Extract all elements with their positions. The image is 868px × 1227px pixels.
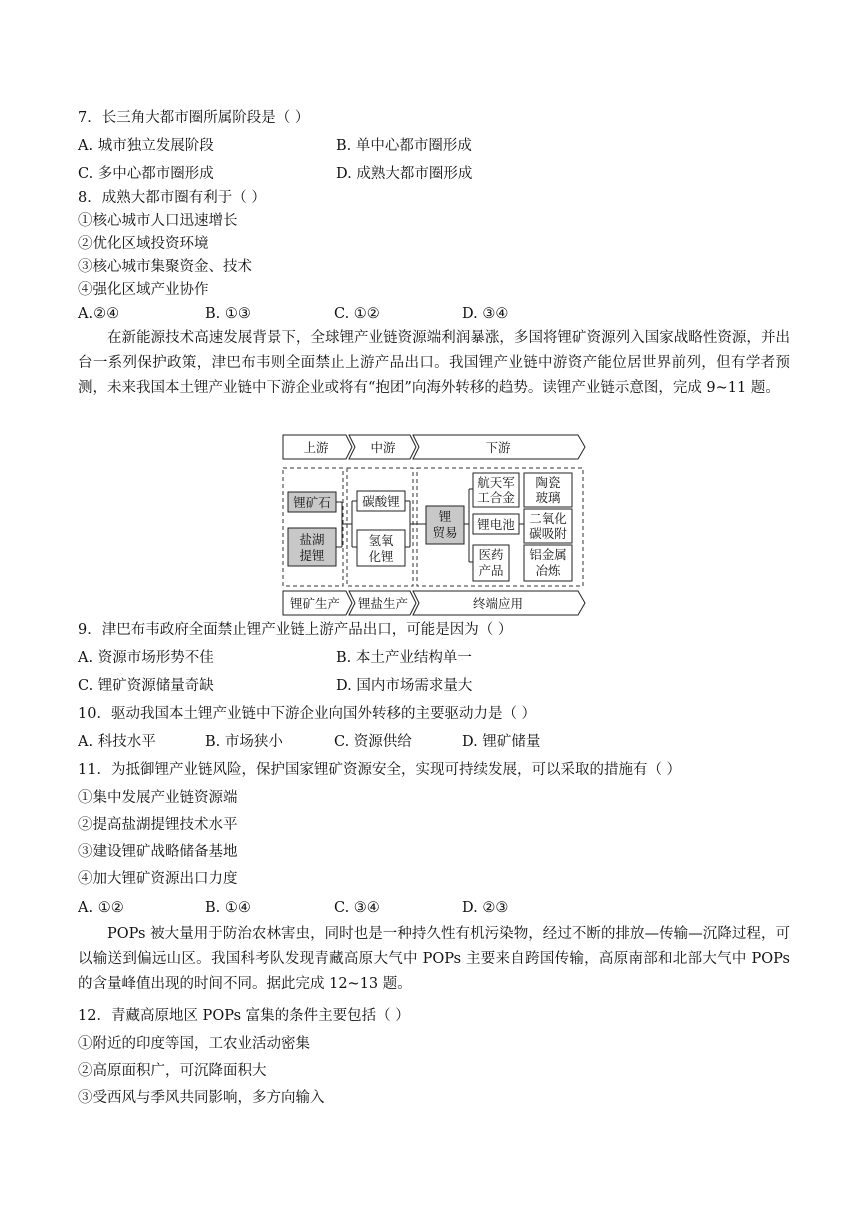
q11-option-d: D. ②③ <box>462 900 509 916</box>
q11-item-4: ④加大锂矿资源出口力度 <box>78 871 238 887</box>
footer-midstream-label: 锂盐生产 <box>357 596 409 611</box>
box-pharma-line1: 医药 <box>478 547 504 562</box>
q11-option-b: B. ①④ <box>205 900 251 916</box>
q10-option-c: C. 资源供给 <box>334 734 412 750</box>
q10-option-d: D. 锂矿储量 <box>462 734 541 750</box>
box-lithium-battery-label: 锂电池 <box>477 517 515 532</box>
q7-option-d: D. 成熟大都市圈形成 <box>336 166 473 182</box>
box-co2-adsorption-line2: 碳吸附 <box>529 526 567 541</box>
q11-item-1: ①集中发展产业链资源端 <box>78 790 238 806</box>
box-lithium-trade-line1: 锂 <box>438 509 452 524</box>
q11-item-3: ③建设锂矿战略储备基地 <box>78 844 238 860</box>
q8-item-1: ①核心城市人口迅速增长 <box>78 213 238 229</box>
q10-option-a: A. 科技水平 <box>78 734 156 750</box>
q8-option-a: A.②④ <box>78 306 120 322</box>
box-lithium-carbonate-label: 碳酸锂 <box>362 494 400 509</box>
q11-option-a: A. ①② <box>78 900 124 916</box>
box-salt-lake-line2: 提锂 <box>299 548 325 563</box>
header-midstream-label: 中游 <box>370 440 396 455</box>
box-aerospace-alloy-line1: 航天军 <box>477 475 515 490</box>
box-aerospace-alloy-line2: 工合金 <box>477 490 515 505</box>
footer-upstream-label: 锂矿生产 <box>289 596 341 611</box>
q8-option-b: B. ①③ <box>205 306 251 322</box>
passage-pops: POPs 被大量用于防治农林害虫，同时也是一种持久性有机污染物，经过不断的排放—传输—沉降过程，可以输送到偏远山区。我国科考队发现青藏高原大气中 POPs 主要来自跨国传输，高原南部和北部大气中 POPs 的含量峰值出现的时间不同。据此完成 12~13 题。 <box>78 926 790 992</box>
q7-option-b: B. 单中心都市圈形成 <box>336 138 472 154</box>
q8-item-2: ②优化区域投资环境 <box>78 236 209 252</box>
q10-option-b: B. 市场狭小 <box>205 734 283 750</box>
q12-item-1: ①附近的印度等国，工农业活动密集 <box>78 1036 310 1052</box>
q8-option-c: C. ①② <box>334 306 380 322</box>
midstream-group <box>347 468 413 586</box>
q8-option-d: D. ③④ <box>462 306 509 322</box>
box-co2-adsorption-line1: 二氧化 <box>529 511 567 526</box>
q9-option-c: C. 锂矿资源储量奇缺 <box>78 678 214 694</box>
q9-option-d: D. 国内市场需求量大 <box>336 678 473 694</box>
box-lithium-ore-label: 锂矿石 <box>293 495 331 510</box>
passage-lithium: 在新能源技术高速发展背景下，全球锂产业链资源端利润暴涨，多国将锂矿资源列入国家战略性资源，并出台一系列保护政策，津巴布韦则全面禁止上游产品出口。我国锂产业链中游资产能位居世界前列，但有学者预测，未来我国本土锂产业链中下游企业或将有“抱团”向海外转移的趋势。读锂产业链示意图，完成 9~11 题。 <box>78 330 790 396</box>
q8-item-3: ③核心城市集聚资金、技术 <box>78 259 252 275</box>
header-upstream-label: 上游 <box>303 440 329 455</box>
box-lithium-trade-line2: 贸易 <box>432 525 458 540</box>
q11-stem: 11．为抵御锂产业链风险，保护国家锂矿资源安全，实现可持续发展，可以采取的措施有（ ） <box>78 762 682 778</box>
q11-item-2: ②提高盐湖提锂技术水平 <box>78 817 238 833</box>
q12-item-3: ③受西风与季风共同影响，多方向输入 <box>78 1090 325 1106</box>
q9-stem: 9．津巴布韦政府全面禁止锂产业链上游产品出口，可能是因为（ ） <box>78 622 513 638</box>
q9-option-b: B. 本土产业结构单一 <box>336 650 472 666</box>
q10-stem: 10．驱动我国本土锂产业链中下游企业向国外转移的主要驱动力是（ ） <box>78 706 537 722</box>
footer-downstream-label: 终端应用 <box>472 596 524 611</box>
q7-stem: 7．长三角大都市圈所属阶段是（ ） <box>78 110 310 126</box>
lithium-chain-diagram <box>280 432 588 618</box>
q11-option-c: C. ③④ <box>334 900 380 916</box>
q12-stem: 12．青藏高原地区 POPs 富集的条件主要包括（ ） <box>78 1008 410 1024</box>
box-ceramics-glass-line1: 陶瓷 <box>535 475 561 490</box>
q7-option-a: A. 城市独立发展阶段 <box>78 138 214 154</box>
box-lithium-hydroxide-line1: 氢氧 <box>368 533 394 548</box>
box-aluminum-smelting-line1: 铝金属 <box>529 547 567 562</box>
q7-option-c: C. 多中心都市圈形成 <box>78 166 214 182</box>
q9-option-a: A. 资源市场形势不佳 <box>78 650 214 666</box>
header-downstream-label: 下游 <box>485 440 511 455</box>
box-aluminum-smelting-line2: 冶炼 <box>535 563 561 578</box>
box-salt-lake-line1: 盐湖 <box>299 532 325 547</box>
box-lithium-hydroxide-line2: 化锂 <box>368 549 394 564</box>
q12-item-2: ②高原面积广，可沉降面积大 <box>78 1063 267 1079</box>
box-pharma-line2: 产品 <box>478 563 504 578</box>
q8-item-4: ④强化区域产业协作 <box>78 282 209 298</box>
upstream-group <box>283 468 343 586</box>
q8-stem: 8．成熟大都市圈有利于（ ） <box>78 190 266 206</box>
box-ceramics-glass-line2: 玻璃 <box>535 490 561 505</box>
